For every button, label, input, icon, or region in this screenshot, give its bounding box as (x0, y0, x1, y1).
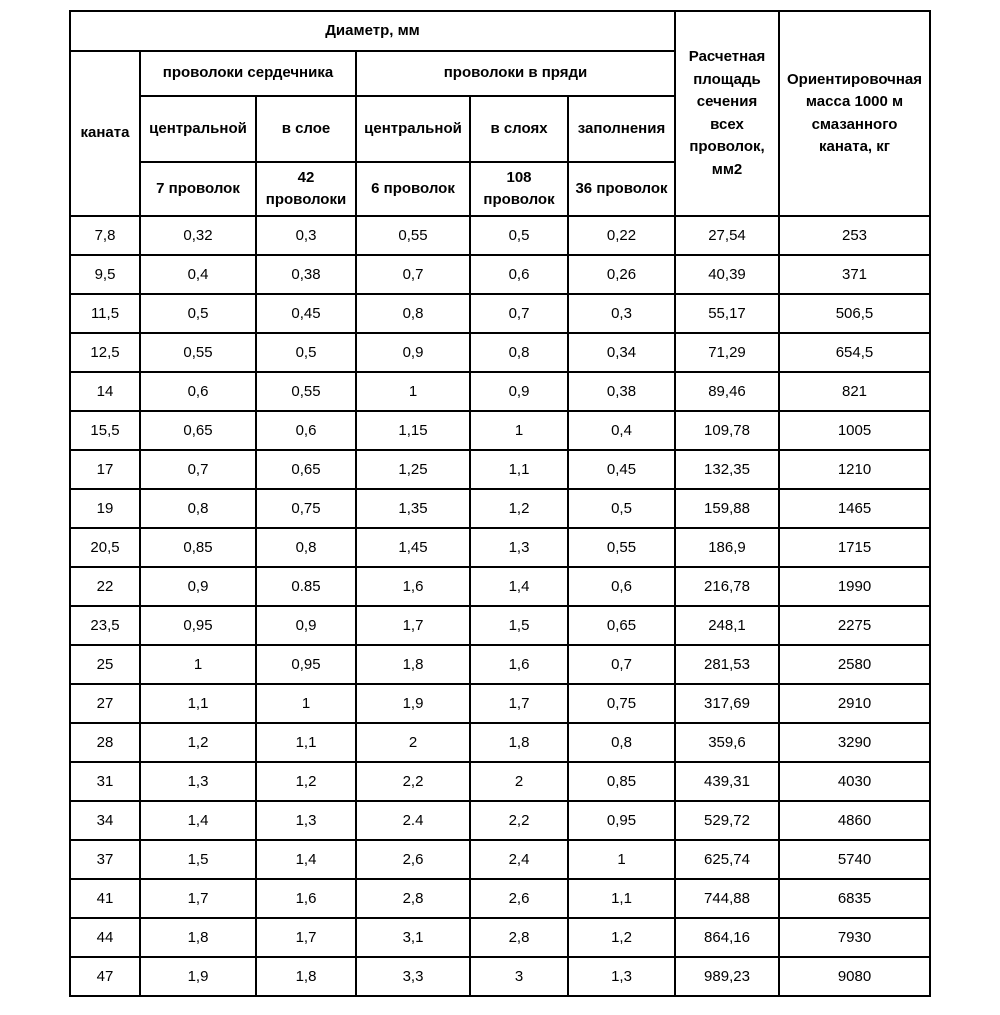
table-row (70, 801, 930, 840)
table-cell: 744,88 (675, 879, 779, 918)
table-body (70, 216, 930, 996)
table-cell: 0,8 (140, 489, 256, 528)
table-cell: 0,6 (470, 255, 568, 294)
table-cell: 6835 (779, 879, 930, 918)
table-cell: 1,6 (356, 567, 470, 606)
table-cell: 0,55 (140, 333, 256, 372)
table-cell: 22 (70, 567, 140, 606)
table-cell: 529,72 (675, 801, 779, 840)
table-cell: 1005 (779, 411, 930, 450)
table-cell: 0,85 (140, 528, 256, 567)
table-cell: 1,7 (140, 879, 256, 918)
table-cell: 0,32 (140, 216, 256, 255)
table-cell: 1,8 (140, 918, 256, 957)
header-row-1 (70, 11, 930, 51)
table-cell: 0,6 (568, 567, 675, 606)
table-cell: 55,17 (675, 294, 779, 333)
table-cell: 31 (70, 762, 140, 801)
table-cell: 40,39 (675, 255, 779, 294)
table-cell: 0,4 (140, 255, 256, 294)
table-cell: 17 (70, 450, 140, 489)
table-cell: 0,3 (256, 216, 356, 255)
table-cell: 1,1 (470, 450, 568, 489)
table-cell: 0,38 (256, 255, 356, 294)
table-cell: 439,31 (675, 762, 779, 801)
table-cell: 1,2 (140, 723, 256, 762)
table-cell: 1,7 (470, 684, 568, 723)
table-cell: 0,34 (568, 333, 675, 372)
table-cell: 0,75 (568, 684, 675, 723)
table-cell: 0,7 (470, 294, 568, 333)
table-cell: 0,45 (256, 294, 356, 333)
table-cell: 0,7 (356, 255, 470, 294)
table-cell: 1,4 (256, 840, 356, 879)
table-cell: 0,5 (140, 294, 256, 333)
table-cell: 0,65 (256, 450, 356, 489)
header-strand-layers: в слоях (470, 96, 568, 162)
table-cell: 37 (70, 840, 140, 879)
header-rope: каната (70, 51, 140, 216)
table-cell: 0,45 (568, 450, 675, 489)
table-cell: 1,6 (256, 879, 356, 918)
table-row (70, 567, 930, 606)
table-header (70, 11, 930, 216)
table-cell: 1,3 (470, 528, 568, 567)
table-cell: 654,5 (779, 333, 930, 372)
header-core-central-count: 7 проволок (140, 162, 256, 216)
table-cell: 0,65 (568, 606, 675, 645)
table-cell: 41 (70, 879, 140, 918)
table-cell: 1,8 (356, 645, 470, 684)
header-core-layer-count: 42 проволоки (256, 162, 356, 216)
table-cell: 1,4 (470, 567, 568, 606)
table-cell: 0,5 (256, 333, 356, 372)
table-cell: 9080 (779, 957, 930, 996)
table-cell: 0,26 (568, 255, 675, 294)
table-cell: 2,6 (356, 840, 470, 879)
table-cell: 0,55 (356, 216, 470, 255)
table-cell: 1,8 (470, 723, 568, 762)
header-core-wires-group: проволоки сердечника (140, 51, 356, 96)
table-cell: 1,5 (140, 840, 256, 879)
header-core-layer: в слое (256, 96, 356, 162)
table-cell: 0,75 (256, 489, 356, 528)
table-cell: 27,54 (675, 216, 779, 255)
table-cell: 253 (779, 216, 930, 255)
table-cell: 0,55 (568, 528, 675, 567)
table-cell: 159,88 (675, 489, 779, 528)
table-cell: 0,4 (568, 411, 675, 450)
table-row (70, 918, 930, 957)
table-cell: 1,9 (356, 684, 470, 723)
table-cell: 44 (70, 918, 140, 957)
table-cell: 1,1 (256, 723, 356, 762)
table-cell: 317,69 (675, 684, 779, 723)
table-row (70, 489, 930, 528)
table-cell: 3290 (779, 723, 930, 762)
header-strand-layers-count: 108 проволок (470, 162, 568, 216)
table-cell: 4030 (779, 762, 930, 801)
table-cell: 281,53 (675, 645, 779, 684)
table-cell: 1,15 (356, 411, 470, 450)
table-cell: 7,8 (70, 216, 140, 255)
table-row (70, 294, 930, 333)
table-cell: 2,8 (470, 918, 568, 957)
table-cell: 0,7 (140, 450, 256, 489)
table-cell: 1,25 (356, 450, 470, 489)
table-cell: 2,6 (470, 879, 568, 918)
table-cell: 2.4 (356, 801, 470, 840)
table-cell: 34 (70, 801, 140, 840)
table-cell: 2,2 (470, 801, 568, 840)
table-cell: 1990 (779, 567, 930, 606)
table-row (70, 879, 930, 918)
table-cell: 27 (70, 684, 140, 723)
table-cell: 7930 (779, 918, 930, 957)
table-cell: 2,4 (470, 840, 568, 879)
header-strand-central: центральной (356, 96, 470, 162)
table-cell: 1,1 (140, 684, 256, 723)
table-cell: 0,22 (568, 216, 675, 255)
table-cell: 1,3 (256, 801, 356, 840)
table-cell: 1,1 (568, 879, 675, 918)
table-row (70, 333, 930, 372)
table-cell: 1465 (779, 489, 930, 528)
table-cell: 3 (470, 957, 568, 996)
header-area-column: Расчетная площадь сечения всех проволок, мм2 (675, 11, 779, 216)
table-cell: 186,9 (675, 528, 779, 567)
table-cell: 989,23 (675, 957, 779, 996)
table-cell: 0,95 (256, 645, 356, 684)
table-cell: 1,3 (140, 762, 256, 801)
table-cell: 1,7 (356, 606, 470, 645)
header-strand-central-count: 6 проволок (356, 162, 470, 216)
table-cell: 23,5 (70, 606, 140, 645)
table-cell: 2580 (779, 645, 930, 684)
table-cell: 1 (470, 411, 568, 450)
header-core-central: центральной (140, 96, 256, 162)
table-cell: 14 (70, 372, 140, 411)
table-cell: 1 (356, 372, 470, 411)
table-cell: 28 (70, 723, 140, 762)
table-cell: 2,2 (356, 762, 470, 801)
table-cell: 20,5 (70, 528, 140, 567)
table-cell: 47 (70, 957, 140, 996)
table-row (70, 606, 930, 645)
table-cell: 2910 (779, 684, 930, 723)
table-cell: 1,35 (356, 489, 470, 528)
table-cell: 1,2 (470, 489, 568, 528)
table-cell: 0,5 (568, 489, 675, 528)
header-mass-column: Ориентировочная масса 1000 м смазанного каната, кг (779, 11, 930, 216)
table-row (70, 411, 930, 450)
table-cell: 4860 (779, 801, 930, 840)
table-cell: 0,9 (140, 567, 256, 606)
table-cell: 0,7 (568, 645, 675, 684)
table-cell: 1,9 (140, 957, 256, 996)
table-cell: 2275 (779, 606, 930, 645)
wire-rope-spec-table (69, 10, 931, 997)
table-cell: 864,16 (675, 918, 779, 957)
table-row (70, 840, 930, 879)
table-cell: 132,35 (675, 450, 779, 489)
table-row (70, 957, 930, 996)
table-cell: 248,1 (675, 606, 779, 645)
table-cell: 5740 (779, 840, 930, 879)
table-cell: 0,55 (256, 372, 356, 411)
table-cell: 1210 (779, 450, 930, 489)
table-row (70, 723, 930, 762)
header-strand-wires-group: проволоки в пряди (356, 51, 675, 96)
table-cell: 0,8 (568, 723, 675, 762)
table-cell: 0,9 (470, 372, 568, 411)
table-cell: 71,29 (675, 333, 779, 372)
table-row (70, 645, 930, 684)
table-cell: 0,6 (256, 411, 356, 450)
table-cell: 1,3 (568, 957, 675, 996)
table-cell: 25 (70, 645, 140, 684)
table-cell: 1,2 (568, 918, 675, 957)
header-diameter-group: Диаметр, мм (70, 11, 675, 51)
table-cell: 2,8 (356, 879, 470, 918)
table-cell: 0,8 (470, 333, 568, 372)
table-cell: 625,74 (675, 840, 779, 879)
table-cell: 0,95 (140, 606, 256, 645)
table-cell: 0,65 (140, 411, 256, 450)
table-cell: 1,7 (256, 918, 356, 957)
table-cell: 359,6 (675, 723, 779, 762)
table-cell: 1,5 (470, 606, 568, 645)
table-cell: 0.85 (256, 567, 356, 606)
table-cell: 371 (779, 255, 930, 294)
table-cell: 3,3 (356, 957, 470, 996)
table-cell: 109,78 (675, 411, 779, 450)
table-row (70, 216, 930, 255)
table-cell: 1 (256, 684, 356, 723)
table-cell: 19 (70, 489, 140, 528)
wire-rope-spec-table-container (69, 10, 931, 997)
table-row (70, 762, 930, 801)
table-cell: 0,8 (256, 528, 356, 567)
table-cell: 3,1 (356, 918, 470, 957)
table-cell: 506,5 (779, 294, 930, 333)
table-cell: 216,78 (675, 567, 779, 606)
table-cell: 0,5 (470, 216, 568, 255)
table-cell: 0,9 (356, 333, 470, 372)
table-row (70, 450, 930, 489)
table-cell: 0,3 (568, 294, 675, 333)
table-cell: 1,6 (470, 645, 568, 684)
table-row (70, 528, 930, 567)
table-cell: 1,4 (140, 801, 256, 840)
table-cell: 0,8 (356, 294, 470, 333)
table-row (70, 684, 930, 723)
table-row (70, 255, 930, 294)
table-cell: 1,8 (256, 957, 356, 996)
table-cell: 0,9 (256, 606, 356, 645)
header-filler: заполнения (568, 96, 675, 162)
table-cell: 2 (470, 762, 568, 801)
table-cell: 1 (140, 645, 256, 684)
table-cell: 12,5 (70, 333, 140, 372)
table-cell: 0,38 (568, 372, 675, 411)
table-cell: 1 (568, 840, 675, 879)
table-cell: 1715 (779, 528, 930, 567)
table-cell: 821 (779, 372, 930, 411)
table-cell: 0,6 (140, 372, 256, 411)
table-cell: 1,45 (356, 528, 470, 567)
table-cell: 0,85 (568, 762, 675, 801)
table-cell: 11,5 (70, 294, 140, 333)
table-cell: 9,5 (70, 255, 140, 294)
table-cell: 89,46 (675, 372, 779, 411)
table-cell: 1,2 (256, 762, 356, 801)
table-cell: 0,95 (568, 801, 675, 840)
header-filler-count: 36 проволок (568, 162, 675, 216)
table-cell: 15,5 (70, 411, 140, 450)
table-row (70, 372, 930, 411)
table-cell: 2 (356, 723, 470, 762)
